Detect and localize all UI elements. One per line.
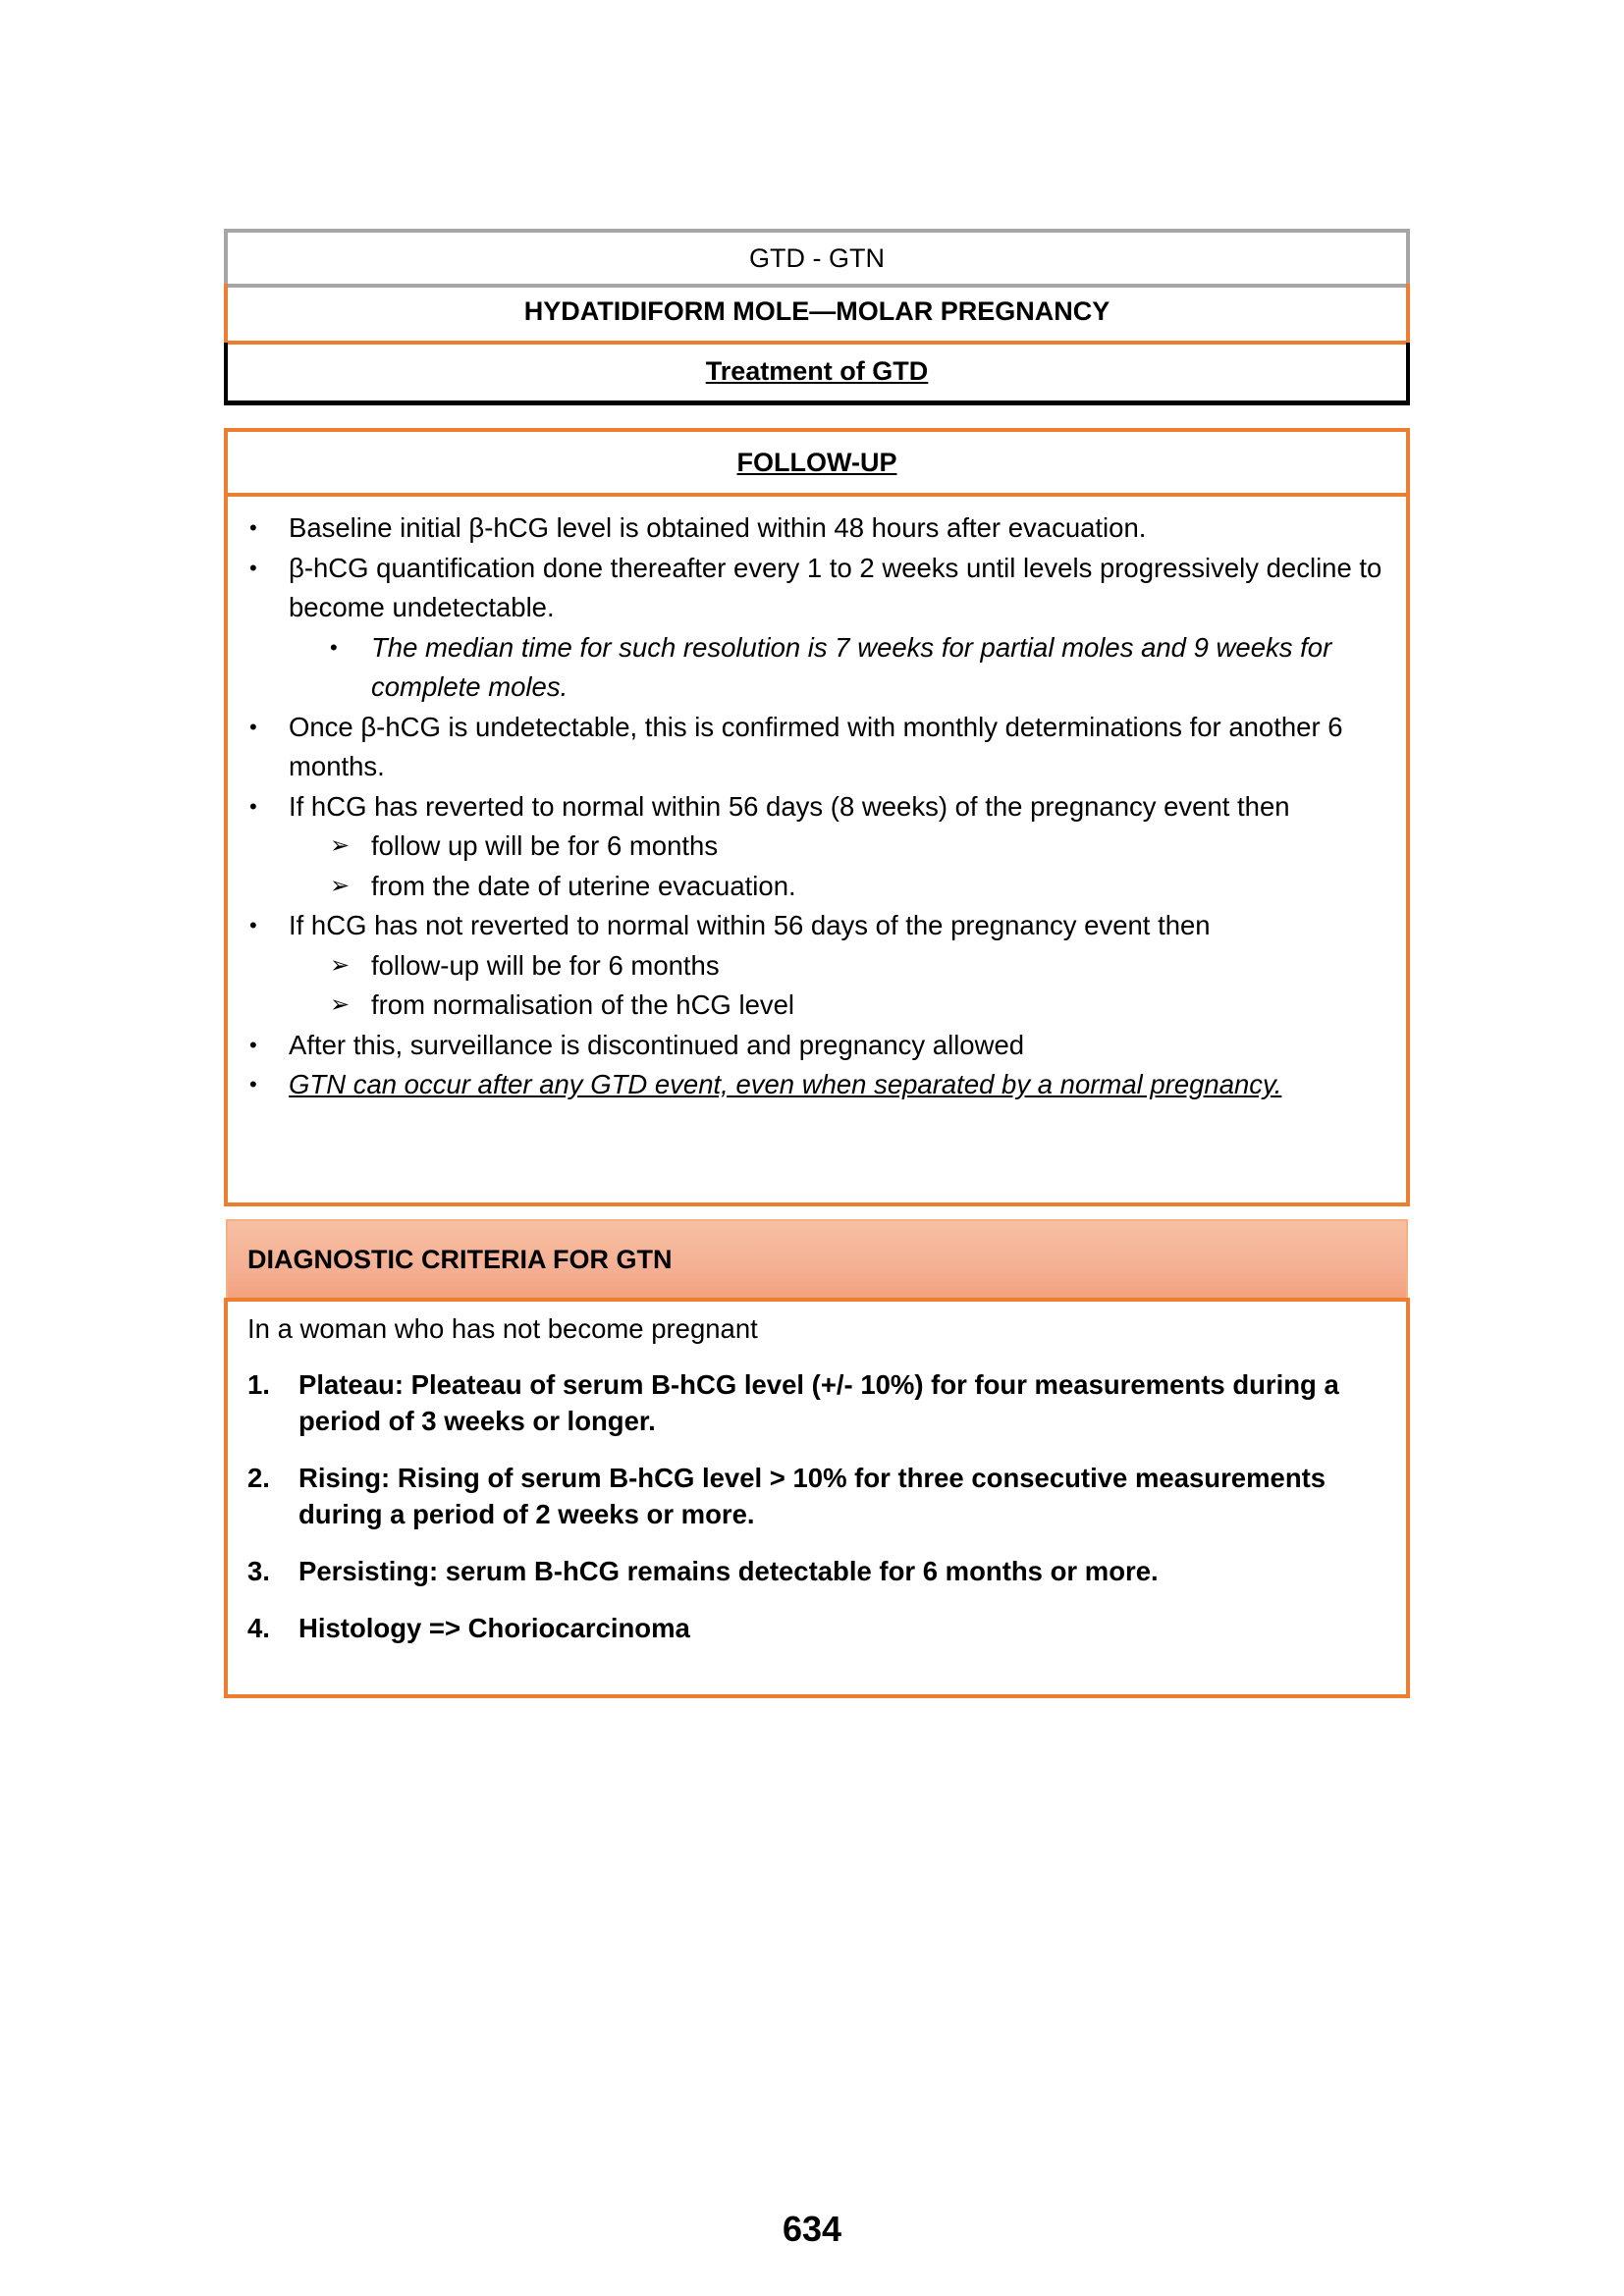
- subtopic-header: [224, 343, 1410, 405]
- list-item-emphasis: • GTN can occur after any GTD event, even when separated by a normal pregnancy.: [228, 1065, 1406, 1105]
- bullet-icon: •: [249, 714, 257, 739]
- criterion-number: 3.: [247, 1556, 270, 1586]
- list-item: • After this, surveillance is discontinued and pregnancy allowed: [228, 1026, 1406, 1066]
- list-subitem: • The median time for such resolution is 7 weeks for partial moles and 9 weeks for complete moles.: [228, 628, 1406, 708]
- list-item: • Once β-hCG is undetectable, this is confirmed with monthly determinations for another 6 months.: [228, 708, 1406, 787]
- diagnostic-criteria-title: DIAGNOSTIC CRITERIA FOR GTN: [247, 1245, 673, 1274]
- list-item: • If hCG has reverted to normal within 56 days (8 weeks) of the pregnancy event then: [228, 787, 1406, 828]
- list-item: • β-hCG quantification done thereafter every 1 to 2 weeks until levels progressively decline to become undetectable.: [228, 549, 1406, 628]
- arrow-bullet-icon: ➢: [330, 872, 351, 899]
- topic-header: [224, 284, 1410, 345]
- bullet-icon: •: [249, 1072, 257, 1096]
- subtopic-title: Treatment of GTD: [705, 356, 929, 386]
- bullet-icon: •: [249, 1032, 257, 1057]
- diagnostic-criteria-box: [224, 1298, 1410, 1698]
- page-number: 634: [782, 2209, 842, 2249]
- list-item: • Baseline initial β-hCG level is obtained within 48 hours after evacuation.: [228, 508, 1406, 549]
- bullet-icon: •: [249, 793, 257, 819]
- arrow-bullet-icon: ➢: [330, 951, 351, 979]
- arrow-bullet-icon: ➢: [330, 832, 351, 859]
- criterion-item: 1. Plateau: Pleateau of serum B-hCG level (+/- 10%) for four measurements during a period of 3 weeks or longer.: [228, 1366, 1406, 1439]
- list-subitem: ➢ follow up will be for 6 months: [228, 827, 1406, 867]
- criterion-number: 4.: [247, 1613, 270, 1643]
- bullet-icon: •: [249, 555, 257, 580]
- bullet-icon: •: [249, 913, 257, 937]
- list-item: • If hCG has not reverted to normal within 56 days of the pregnancy event then: [228, 906, 1406, 946]
- bullet-icon: •: [330, 634, 338, 660]
- section-header: [224, 229, 1410, 288]
- topic-title: HYDATIDIFORM MOLE—MOLAR PREGNANCY: [523, 296, 1110, 326]
- bullet-icon: •: [249, 515, 257, 540]
- list-subitem: ➢ follow-up will be for 6 months: [228, 946, 1406, 987]
- list-subitem: ➢ from the date of uterine evacuation.: [228, 867, 1406, 907]
- list-subitem: ➢ from normalisation of the hCG level: [228, 986, 1406, 1026]
- criterion-item: 2. Rising: Rising of serum B-hCG level > 10% for three consecutive measurements during a period of 2 weeks or more.: [228, 1460, 1406, 1532]
- follow-up-heading: [228, 432, 1406, 497]
- section-title: GTD - GTN: [749, 243, 885, 273]
- diagnostic-criteria-heading: [226, 1219, 1408, 1300]
- arrow-bullet-icon: ➢: [330, 991, 351, 1018]
- follow-up-box: [224, 428, 1410, 1206]
- diagnostic-intro: In a woman who has not become pregnant: [247, 1313, 758, 1344]
- diagnostic-criteria-list: [228, 1366, 1406, 1667]
- criterion-number: 1.: [247, 1369, 270, 1400]
- follow-up-list: [228, 508, 1406, 1105]
- criterion-number: 2.: [247, 1463, 270, 1493]
- follow-up-title: FOLLOW-UP: [736, 448, 897, 477]
- criterion-item: 3. Persisting: serum B-hCG remains detectable for 6 months or more.: [228, 1553, 1406, 1589]
- criterion-item: 4. Histology => Choriocarcinoma: [228, 1610, 1406, 1646]
